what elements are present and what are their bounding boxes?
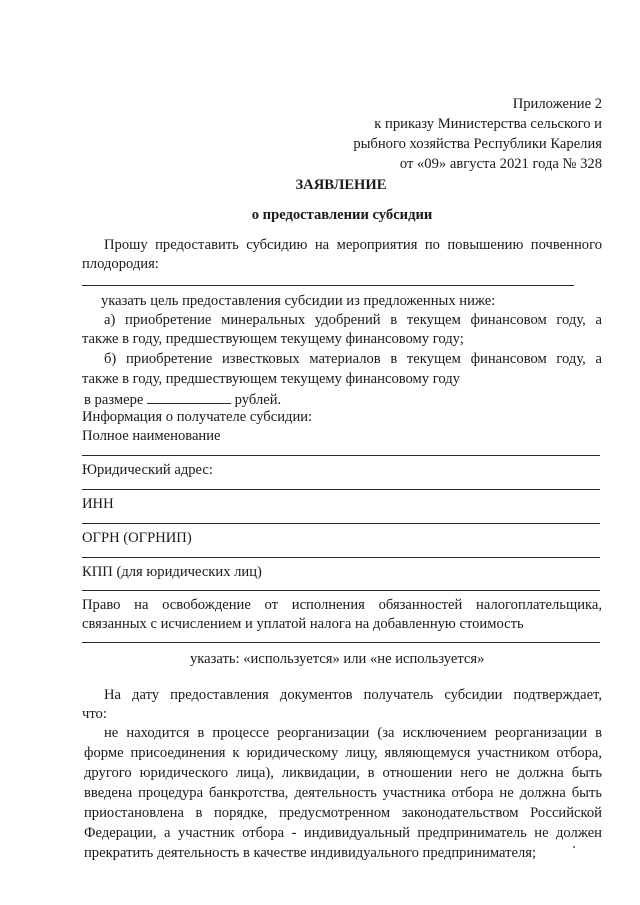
option-b-line-1: б) приобретение известковых материалов в текущем финансовом году, а [104,351,602,367]
appendix-line-1: Приложение 2 [512,96,602,112]
condition-line-5: приостановлена в порядке, предусмотренном законодательством Российской [84,805,602,821]
full-name-label: Полное наименование [82,428,221,444]
condition-line-6: Федерации, а участник отбора - индивидуальный предприниматель не должен [84,825,602,841]
purpose-hint: указать цель предоставления субсидии из предложенных ниже: [101,293,496,309]
confirm-line-1: На дату предоставления документов получатель субсидии подтверждает, [104,687,602,703]
ogrn-fill-line[interactable] [82,557,600,558]
vat-line-2: связанных с исчислением и уплатой налога на добавленную стоимость [82,616,524,632]
kpp-label: КПП (для юридических лиц) [82,564,262,580]
amount-prefix: в размере [84,392,144,408]
condition-line-4: введена процедура банкротства, деятельность участника отбора не должна быть [84,785,602,801]
condition-line-7: прекратить деятельность в качестве индивидуального предпринимателя; [84,845,537,861]
condition-line-1: не находится в процессе реорганизации (за исключением реорганизации в [104,725,602,741]
request-line-2: плодородия: [82,256,159,272]
appendix-line-3: рыбного хозяйства Республики Карелия [353,136,602,152]
option-a-line-2: также в году, предшествующем текущему финансовому году; [82,331,464,347]
appendix-line-4: от «09» августа 2021 года № 328 [399,156,602,172]
document-subtitle: о предоставлении субсидии [251,207,433,223]
option-b-line-2: также в году, предшествующем текущему финансовому году [82,371,460,387]
legal-address-fill-line[interactable] [82,489,600,490]
inn-fill-line[interactable] [82,523,600,524]
scan-speck [573,846,575,848]
vat-line-1: Право на освобождение от исполнения обязанностей налогоплательщика, [82,597,602,613]
kpp-fill-line[interactable] [82,590,600,591]
document-title: ЗАЯВЛЕНИЕ [295,177,387,193]
condition-line-2: форме присоединения к юридическому лицу, являющемуся участником отбора, [84,745,602,761]
ogrn-label: ОГРН (ОГРНИП) [82,530,192,546]
vat-fill-line[interactable] [82,642,600,643]
amount-suffix: рублей. [234,392,282,408]
condition-line-3: другого юридического лица), ликвидации, в отношении него не должна быть [84,765,602,781]
amount-line [84,390,281,409]
recipient-heading: Информация о получателе субсидии: [82,409,313,425]
amount-fill-blank[interactable] [147,390,231,404]
confirm-line-2: что: [82,706,107,722]
legal-address-label: Юридический адрес: [82,462,213,478]
purpose-fill-line[interactable] [82,285,574,286]
request-line-1: Прошу предоставить субсидию на мероприятия по повышению почвенного [104,237,602,253]
inn-label: ИНН [82,496,114,512]
full-name-fill-line[interactable] [82,455,600,456]
option-a-line-1: а) приобретение минеральных удобрений в текущем финансовом году, а [104,312,602,328]
appendix-line-2: к приказу Министерства сельского и [374,116,602,132]
vat-hint: указать: «используется» или «не используется» [190,651,485,667]
